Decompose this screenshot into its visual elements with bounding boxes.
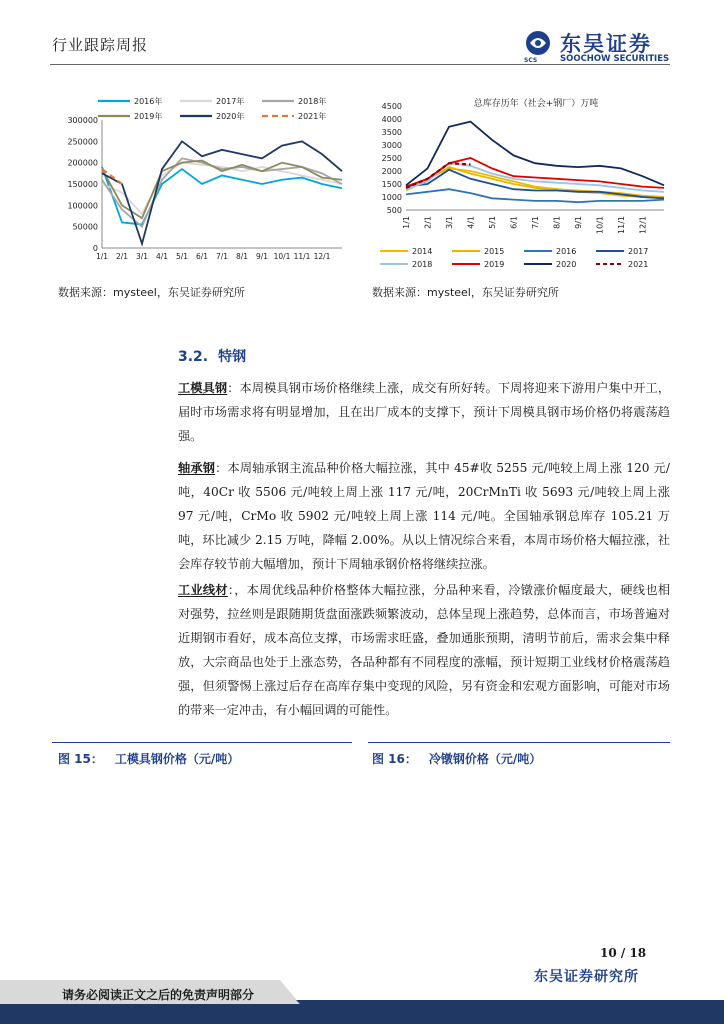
paragraph-body: ：，本周优线品种价格整体大幅拉涨，分品种来看，冷镦涨价幅度最大，硬线也相对强势，拉丝则是跟随期货盘面涨跌频繁波动，总体呈现上涨趋势，总体而言，市场普遍对近期钢市看好，成本高位支撑，市场需求旺盛，叠加通胀预期，清明节前后，需求会集中释放，大宗商品也处于上涨态势，各品种都有不同程度的涨幅，预计短期工业线材价格震荡趋强，但须警惕上涨过后存在高库存集中变现的风险，另有资金和宏观方面影响，可能对市场的带来一定冲击，有小幅回调的可能性。 — [178, 583, 671, 717]
x-tick-label: 8/1 — [235, 252, 249, 261]
logo-abbr: SCS — [524, 57, 538, 64]
legend-label: 2017年 — [216, 97, 245, 106]
header-divider — [50, 64, 670, 65]
y-tick-label: 2000 — [381, 167, 402, 176]
x-tick-label: 7/1 — [215, 252, 229, 261]
logo-english-name: SOOCHOW SECURITIES — [560, 54, 670, 64]
x-tick-label: 5/1 — [488, 216, 497, 229]
chart-source-right: 数据来源：mysteel，东吴证券研究所 — [372, 286, 559, 299]
x-tick-label: 11/1 — [293, 252, 311, 261]
legend-label: 2018年 — [298, 97, 327, 106]
x-tick-label: 8/1 — [552, 216, 562, 229]
x-tick-label: 12/1 — [313, 252, 331, 261]
legend-label: 2019年 — [134, 112, 163, 121]
x-tick-label: 9/1 — [255, 252, 269, 261]
paragraph-body: ：本周轴承钢主流品种价格大幅拉涨，其中 45#收 5255 元/吨较上周上涨 120 元/吨，40Cr 收 5506 元/吨较上周上涨 117 元/吨，20CrMnTi 收 5693 元/吨较上周上涨 97 元/吨，CrMo 收 5902 元/吨较上周上涨 114 元/吨。全国轴承钢总库存 105.21 万吨，环比减少 2.15 万吨，降幅 2.00%。从以上情况综合来看，本周市场价格大幅拉涨，社会库存较节前大幅增加，预计下周轴承钢价格将继续拉涨。 — [178, 461, 670, 571]
figure-16-divider — [368, 742, 670, 743]
x-tick-label: 4/1 — [466, 216, 476, 229]
logo-chinese-name: 东吴证券 — [560, 32, 652, 56]
y-tick-label: 250000 — [67, 137, 98, 147]
section-title: 特钢 — [218, 349, 247, 365]
chart-mold-steel-price — [52, 92, 352, 270]
section-number: 3.2. — [178, 349, 209, 365]
legend-label: 2014 — [412, 247, 433, 256]
page-number: 10 / 18 — [600, 946, 647, 960]
paragraph-industrial-wire — [178, 578, 670, 722]
x-tick-label: 1/1 — [402, 216, 411, 229]
x-tick-label: 6/1 — [195, 252, 209, 261]
legend-label: 2016 — [556, 247, 577, 256]
y-tick-label: 4000 — [381, 115, 402, 124]
x-tick-label: 6/1 — [509, 216, 519, 229]
legend-label: 2016年 — [134, 97, 163, 106]
chart-total-inventory — [368, 92, 670, 278]
paragraph-title: 工模具钢 — [178, 381, 228, 395]
footer-org: 东吴证券研究所 — [534, 969, 639, 985]
y-tick-label: 100000 — [67, 201, 98, 211]
legend-label: 2017 — [628, 247, 649, 256]
chart-source-left: 数据来源：mysteel，东吴证券研究所 — [58, 286, 245, 299]
series-line-2020 — [102, 141, 342, 243]
y-tick-label: 300000 — [67, 116, 98, 125]
figure-16-caption — [372, 750, 553, 767]
x-tick-label: 5/1 — [175, 252, 189, 261]
x-tick-label: 10/1 — [595, 216, 605, 234]
figure-15-caption — [58, 750, 251, 767]
legend-label: 2015 — [484, 247, 505, 256]
paragraph-title: 轴承钢 — [178, 461, 216, 475]
chart-title: 总库存历年（社会+钢厂）万吨 — [473, 99, 599, 109]
x-tick-label: 2/1 — [423, 216, 433, 229]
footer-disclaimer: 请务必阅读正文之后的免责声明部分 — [62, 988, 255, 1002]
paragraph-body: ：本周模具钢市场价格继续上涨，成交有所好转。下周将迎来下游用户集中开工，届时市场需求将有明显增加，且在出厂成本的支撑下，预计下周模具钢市场价格仍将震荡趋强。 — [178, 381, 671, 443]
y-tick-label: 3000 — [381, 141, 402, 150]
legend-label: 2019 — [484, 260, 505, 269]
legend-label: 2020 — [556, 260, 577, 269]
paragraph-bearing-steel — [178, 456, 670, 576]
x-tick-label: 4/1 — [155, 252, 169, 261]
figure-label: 图 16： — [372, 752, 417, 766]
figure-label: 图 15： — [58, 752, 103, 766]
figure-title: 工模具钢价格（元/吨） — [114, 752, 240, 766]
y-tick-label: 3500 — [381, 128, 402, 137]
legend-label: 2020年 — [216, 112, 245, 121]
x-tick-label: 10/1 — [273, 252, 291, 261]
x-tick-label: 12/1 — [638, 216, 648, 234]
x-tick-label: 3/1 — [135, 252, 149, 261]
y-tick-label: 1000 — [381, 193, 402, 202]
legend-label: 2021年 — [298, 112, 327, 121]
y-tick-label: 1500 — [381, 180, 402, 189]
x-tick-label: 11/1 — [617, 216, 626, 234]
paragraph-mold-steel — [178, 376, 670, 448]
y-tick-label: 0 — [92, 244, 98, 253]
x-tick-label: 1/1 — [95, 252, 109, 261]
x-tick-label: 2/1 — [115, 252, 129, 261]
y-tick-label: 500 — [386, 206, 402, 215]
report-type-title: 行业跟踪周报 — [52, 36, 149, 54]
legend-label: 2018 — [412, 260, 433, 269]
y-tick-label: 4500 — [381, 102, 402, 111]
company-logo — [520, 30, 670, 64]
x-tick-label: 3/1 — [445, 216, 454, 229]
paragraph-title: 工业线材 — [178, 583, 228, 597]
y-tick-label: 2500 — [381, 154, 402, 163]
x-tick-label: 9/1 — [574, 216, 583, 229]
legend-label: 2021 — [628, 260, 649, 269]
figure-title: 冷镦钢价格（元/吨） — [428, 752, 542, 766]
figure-15-divider — [52, 742, 352, 743]
y-tick-label: 150000 — [67, 180, 98, 189]
x-tick-label: 7/1 — [531, 216, 540, 229]
section-heading — [178, 346, 256, 366]
y-tick-label: 200000 — [67, 158, 98, 168]
y-tick-label: 50000 — [72, 222, 98, 232]
series-line-2020 — [406, 122, 664, 186]
